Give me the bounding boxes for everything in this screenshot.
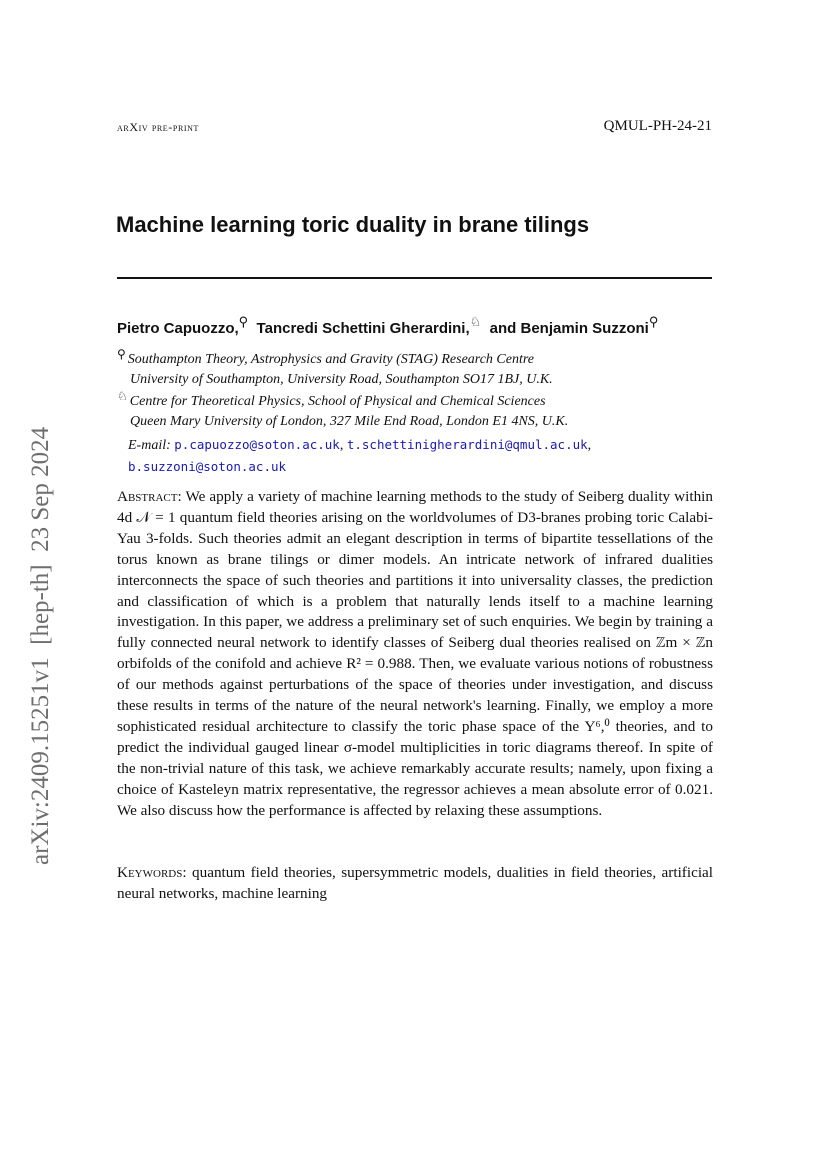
preprint-label: arXiv pre-print <box>117 120 200 134</box>
telescope-icon: ⚲ <box>238 314 249 329</box>
knight-icon: ♘ <box>469 314 482 329</box>
author-name: Pietro Capuozzo, <box>117 320 239 337</box>
paper-title: Machine learning toric duality in brane tilings <box>116 212 590 237</box>
abstract-text: We apply a variety of machine learning methods to the study of Seiberg duality within 4d 𝒩 = 1 quantum field theories arising on the worldvolumes of D3-branes probing toric Calabi-Yau 3-folds. Such theories admit an elegant description in terms of bipartite tessellations of the torus known as brane tilings or dimer models. An intricate network of infrared dualities interconnects the space of such theories and partitions it into universality classes, the prediction and classification of which is a problem that naturally lends itself to a machine learning investigation. In this paper, we address a preliminary set of such enquiries. We begin by training a fully connected neural network to identify classes of Seiberg dual theories realised on ℤm × ℤn orbifolds of the conifold and achieve R² = 0.988. Then, we evaluate various notions of robustness of our methods against perturbations of the space of theories under investigation, and discuss these results in terms of the nature of the neural network's learning. Finally, we employ a more sophisticated residual architecture to classify the toric phase space of the Y⁶,⁰ theories, and to predict the individual gauged linear σ-model multiplicities in toric diagrams thereof. In spite of the non-trivial nature of this task, we achieve remarkably accurate results; namely, upon fixing a choice of Kasteleyn matrix representative, the regressor achieves a mean absolute error of 0.021. We also discuss how the performance is affected by relaxing these assumptions. <box>117 488 713 819</box>
abstract-label: Abstract: <box>117 488 182 505</box>
keywords-text: quantum field theories, supersymmetric models, dualities in field theories, artificial neural networks, machine learning <box>117 864 713 902</box>
title-divider <box>117 277 712 279</box>
arxiv-sidebar-stamp <box>16 140 60 870</box>
keywords-label: Keywords: <box>117 864 187 881</box>
author-name: Tancredi Schettini Gherardini, <box>256 320 470 337</box>
email-label: E-mail: <box>128 438 171 453</box>
abstract <box>117 487 713 822</box>
affiliation-qmul <box>117 391 568 432</box>
author-list <box>117 314 659 337</box>
affiliation-line: University of Southampton, University Road, Southampton SO17 1BJ, U.K. <box>130 372 553 387</box>
knight-icon: ♘ <box>117 389 128 403</box>
affiliation-line: Southampton Theory, Astrophysics and Gravity (STAG) Research Centre <box>127 352 535 367</box>
email-link[interactable]: t.schettinigherardini@qmul.ac.uk <box>346 437 588 452</box>
author-name: and Benjamin Suzzoni <box>489 320 649 337</box>
keywords <box>117 862 713 904</box>
email-link[interactable]: b.suzzoni@soton.ac.uk <box>128 459 287 474</box>
email-block: E-mail: p.capuozzo@soton.ac.uk, t.schettinigherardini@qmul.ac.uk, b.suzzoni@soton.ac.uk <box>128 437 592 474</box>
affiliation-line: Centre for Theoretical Physics, School of Physical and Chemical Sciences <box>129 394 546 409</box>
telescope-icon: ⚲ <box>648 314 659 329</box>
email-link[interactable]: p.capuozzo@soton.ac.uk <box>174 437 340 452</box>
telescope-icon: ⚲ <box>117 347 126 361</box>
report-number: QMUL-PH-24-21 <box>603 118 712 134</box>
affiliation-line: Queen Mary University of London, 327 Mile End Road, London E1 4NS, U.K. <box>130 414 569 429</box>
affiliation-southampton <box>117 349 553 390</box>
arxiv-identifier: arXiv:2409.15251v1 [hep-th] 23 Sep 2024 <box>27 426 54 865</box>
